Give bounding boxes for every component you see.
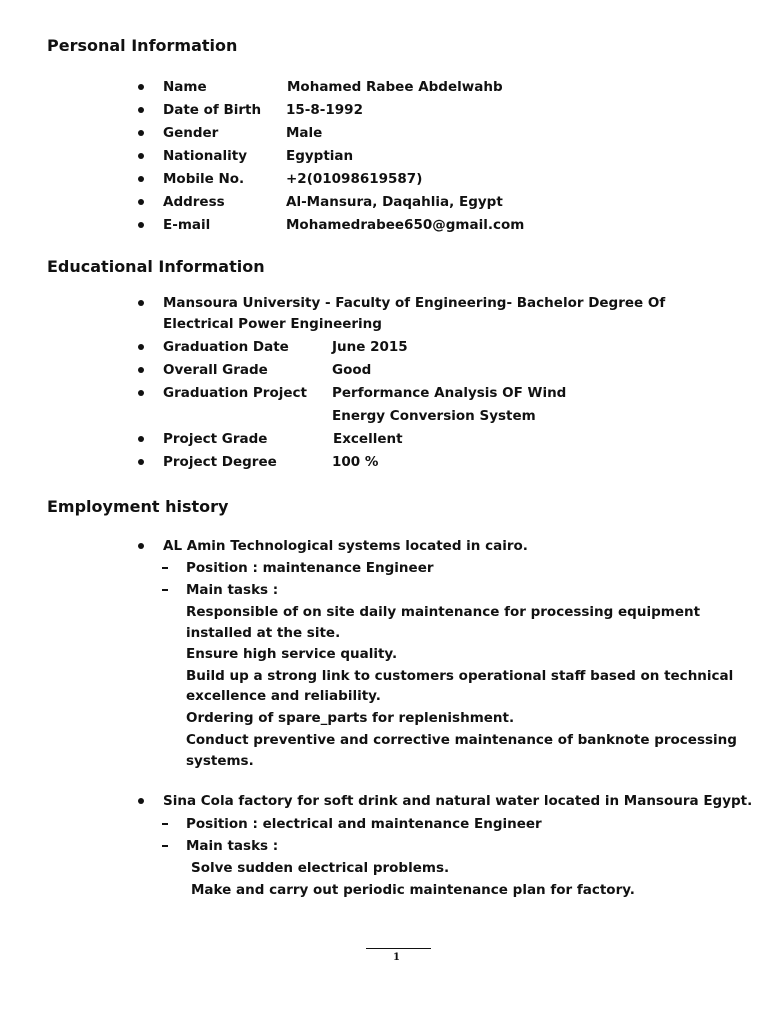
bullet-icon xyxy=(138,199,144,205)
university-line-1: Mansoura University - Faculty of Engineering- Bachelor Degree Of xyxy=(163,295,666,311)
job-2-company: Sina Cola factory for soft drink and natural water located in Mansoura Egypt. xyxy=(163,793,753,809)
project-degree-value: 100 % xyxy=(332,454,379,470)
graduation-project-value-line-2: Energy Conversion System xyxy=(332,408,536,424)
dob-value: 15-8-1992 xyxy=(286,102,363,118)
nationality-label: Nationality xyxy=(163,148,247,164)
bullet-icon xyxy=(138,222,144,228)
job-1-task-line: Ensure high service quality. xyxy=(186,646,398,662)
name-label: Name xyxy=(163,79,207,95)
gender-value: Male xyxy=(286,125,323,141)
job-2-task-line: Make and carry out periodic maintenance plan for factory. xyxy=(191,882,635,898)
dob-label: Date of Birth xyxy=(163,102,262,118)
dash-icon xyxy=(162,567,168,569)
employment-history-heading: Employment history xyxy=(47,497,229,516)
graduation-project-value: Performance Analysis OF Wind xyxy=(332,385,567,401)
dash-icon xyxy=(162,589,168,591)
footer-rule xyxy=(366,948,431,949)
name-value: Mohamed Rabee Abdelwahb xyxy=(287,79,503,95)
bullet-icon xyxy=(138,390,144,396)
project-grade-label: Project Grade xyxy=(163,431,268,447)
graduation-date-value: June 2015 xyxy=(332,339,408,355)
email-label: E-mail xyxy=(163,217,211,233)
job-2-position: Position : electrical and maintenance Engineer xyxy=(186,816,542,832)
bullet-icon xyxy=(138,300,144,306)
bullet-icon xyxy=(138,107,144,113)
project-degree-label: Project Degree xyxy=(163,454,277,470)
email-value: Mohamedrabee650@gmail.com xyxy=(286,217,525,233)
job-1-task-line: systems. xyxy=(186,753,254,769)
bullet-icon xyxy=(138,84,144,90)
job-1-task-line: Ordering of spare_parts for replenishment. xyxy=(186,710,515,726)
overall-grade-label: Overall Grade xyxy=(163,362,268,378)
job-1-task-line: excellence and reliability. xyxy=(186,688,381,704)
job-1-position: Position : maintenance Engineer xyxy=(186,560,434,576)
graduation-project-label: Graduation Project xyxy=(163,385,307,401)
educational-information-heading: Educational Information xyxy=(47,257,265,276)
dash-icon xyxy=(162,845,168,847)
university-line-2: Electrical Power Engineering xyxy=(163,316,382,332)
bullet-icon xyxy=(138,459,144,465)
job-1-company: AL Amin Technological systems located in cairo. xyxy=(163,538,528,554)
mobile-label: Mobile No. xyxy=(163,171,245,187)
job-1-tasks-label: Main tasks : xyxy=(186,582,279,598)
job-2-task-line: Solve sudden electrical problems. xyxy=(191,860,450,876)
mobile-value: +2(01098619587) xyxy=(286,171,423,187)
nationality-value: Egyptian xyxy=(286,148,354,164)
bullet-icon xyxy=(138,543,144,549)
address-label: Address xyxy=(163,194,225,210)
job-1-task-line: Responsible of on site daily maintenance for processing equipment xyxy=(186,604,701,620)
project-grade-value: Excellent xyxy=(333,431,403,447)
job-1-task-line: Build up a strong link to customers operational staff based on technical xyxy=(186,668,734,684)
address-value: Al-Mansura, Daqahlia, Egypt xyxy=(286,194,503,210)
bullet-icon xyxy=(138,130,144,136)
bullet-icon xyxy=(138,176,144,182)
overall-grade-value: Good xyxy=(332,362,372,378)
bullet-icon xyxy=(138,798,144,804)
gender-label: Gender xyxy=(163,125,219,141)
personal-information-heading: Personal Information xyxy=(47,36,238,55)
job-2-tasks-label: Main tasks : xyxy=(186,838,279,854)
bullet-icon xyxy=(138,344,144,350)
graduation-date-label: Graduation Date xyxy=(163,339,289,355)
dash-icon xyxy=(162,823,168,825)
bullet-icon xyxy=(138,367,144,373)
job-1-task-line: installed at the site. xyxy=(186,625,341,641)
job-1-task-line: Conduct preventive and corrective maintenance of banknote processing xyxy=(186,732,737,748)
bullet-icon xyxy=(138,153,144,159)
bullet-icon xyxy=(138,436,144,442)
page-number: 1 xyxy=(393,952,400,963)
